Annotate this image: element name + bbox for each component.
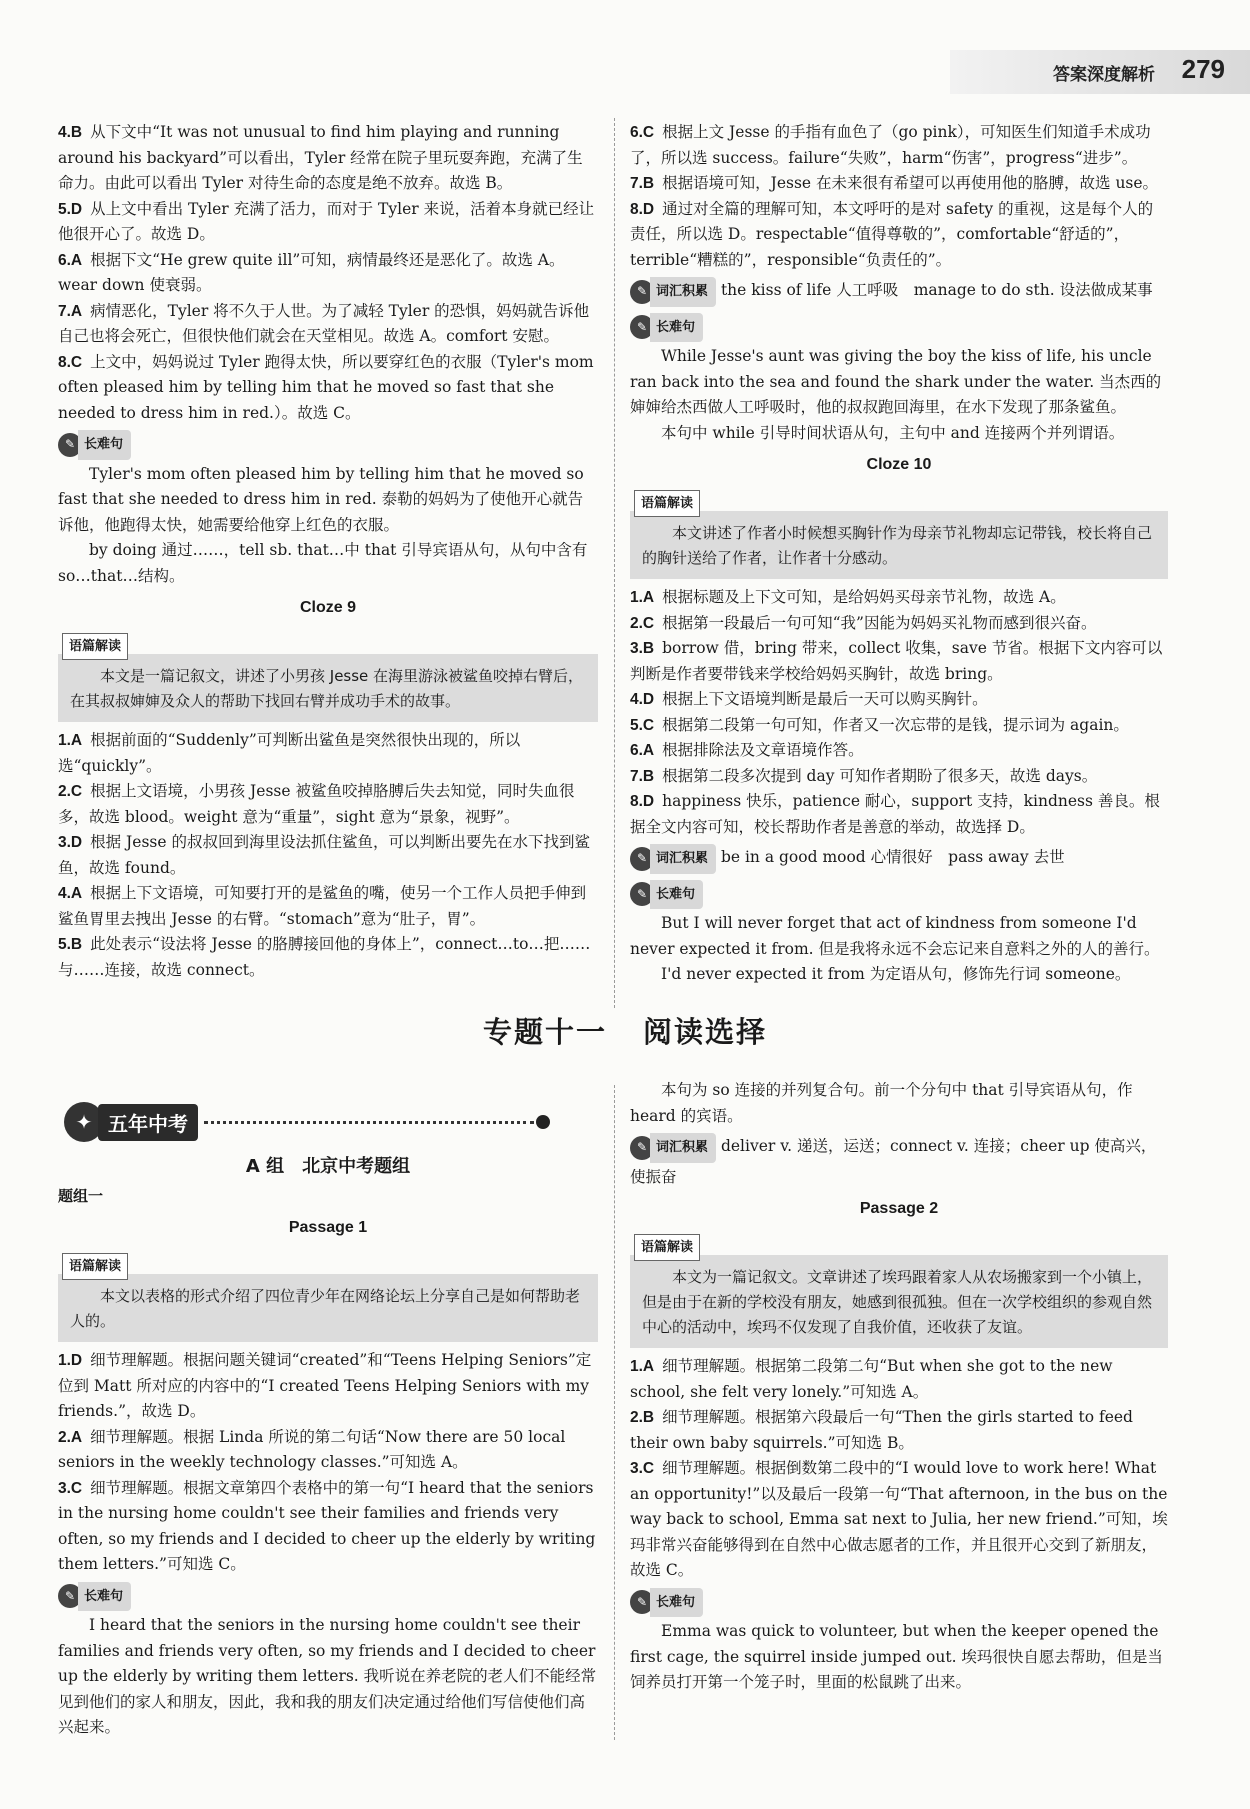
grammar-note: by doing 通过……，tell sb. that…中 that 引导宾语从句，从句中含有 so…that…结构。 [58,541,588,585]
group-title: A 组 北京中考题组 [245,1156,411,1177]
left-column-top [58,120,598,983]
summary-box: 语篇解读 本文是一篇记叙文，讲述了小男孩 Jesse 在海里游泳被鲨鱼咬掉右臂后，在其叔叔婶婶及众人的帮助下找回右臂并成功手术的故事。 [58,627,598,723]
answer-item: 8.C 上文中，妈妈说过 Tyler 跑得太快，所以要穿红色的衣服（Tyler's mom often pleased him by telling him that he moved so fast that she needed to dress him in red.）。故选 C。 [58,352,594,422]
answer-item: 8.D 通过对全篇的理解可知，本文呼吁的是对 safety 的重视，这是每个人的责任，所以选 D。respectable“值得尊敬的”，comfortable“舒适的”，terrible“糟糕的”，responsible“负责任的”。 [630,199,1154,269]
summary-box: 语篇解读 本文以表格的形式介绍了四位青少年在网络论坛上分享自己是如何帮助老人的。 [58,1247,598,1343]
answer-item: 6.C 根据上文 Jesse 的手指有血色了（go pink），可知医生们知道手术成功了，所以选 success。failure“失败”，harm“伤害”，progress“进步”。 [630,123,1151,167]
pen-icon: ✎ [58,433,82,457]
answer-item: 7.B 根据第二段多次提到 day 可知作者期盼了很多天，故选 days。 [630,766,1098,785]
long-sentence: Emma was quick to volunteer, but when the keeper opened the first cage, the squirrel inside jumped out. 埃玛很快自愿去帮助，但是当饲养员打开第一个笼子时，里面的松鼠跳了出来。 [630,1622,1163,1691]
answer-item: 6.A 根据下文“He grew quite ill”可知，病情最终还是恶化了。故选 A。wear down 使衰弱。 [58,250,565,294]
answer-item: 4.D 根据上下文语境判断是最后一天可以购买胸针。 [630,690,988,708]
long-sentence-tag: ✎ 长难句 [58,430,131,460]
answer-item: 4.A 根据上下文语境，可知要打开的是鲨鱼的嘴，使另一个工作人员把手伸到鲨鱼胃里去拽出 Jesse 的右臂。“stomach”意为“肚子，胃”。 [58,884,587,928]
answer-item: 3.C 细节理解题。根据倒数第二段中的“I would love to work here! What an opportunity!”以及最后一段第一句“That afternoon, in the bus on the way back to school, Emma sat next to Julia, her new friend.”可知，埃玛非常兴奋能够得到在自然中心做志愿者的工作，并且很开心交到了新朋友，故选 C。 [630,1459,1168,1579]
answer-item: 4.B 从下文中“It was not unusual to find him playing and running around his backyard”可以看出，Tyler 经常在院子里玩耍奔跑，充满了生命力。由此可以看出 Tyler 对待生命的态度是绝不放弃。故选 B。 [58,123,583,192]
right-column-top [630,120,1168,988]
long-sentence-tag: ✎ 长难句 [630,880,703,910]
answer-item: 7.B 根据语境可知，Jesse 在未来很有希望可以再使用他的胳膊，故选 use。 [630,174,1159,192]
summary-box: 语篇解读 本文讲述了作者小时候想买胸针作为母亲节礼物却忘记带钱，校长将自己的胸针送给了作者，让作者十分感动。 [630,484,1168,580]
answer-item: 1.A 根据前面的“Suddenly”可判断出鲨鱼是突然很快出现的，所以选“quickly”。 [58,731,521,775]
passage-2-title: Passage 2 [859,1200,939,1217]
cloze-10-title: Cloze 10 [866,456,932,473]
page-number: 279 [1181,54,1225,84]
answer-item: 5.D 从上文中看出 Tyler 充满了活力，而对于 Tyler 来说，活着本身就已经让他很开心了。故选 D。 [58,199,595,243]
book-icon: ✎ [630,847,654,871]
pen-icon: ✎ [630,882,654,906]
answer-item: 1.A 细节理解题。根据第二段第二句“But when she got to the new school, she felt very lonely.”可知选 A。 [630,1357,1113,1401]
summary-text: 本文讲述了作者小时候想买胸针作为母亲节礼物却忘记带钱，校长将自己的胸针送给了作者，让作者十分感动。 [630,511,1168,579]
answer-item: 5.C 根据第二段第一句可知，作者又一次忘带的是钱，提示词为 again。 [630,715,1129,734]
subgroup-title: 题组一 [58,1186,104,1205]
answer-item: 2.A 细节理解题。根据 Linda 所说的第二句话“Now there are 50 local seniors in the weekly technology classes.”可知选 A。 [58,1427,566,1471]
answer-item: 3.D 根据 Jesse 的叔叔回到海里设法抓住鲨鱼，可以判断出要先在水下找到鲨鱼，故选 found。 [58,833,590,877]
vocab-line: ✎ 词汇积累 the kiss of life 人工呼吸 manage to do sth. 设法做成某事 [630,273,1168,309]
answer-item: 2.C 根据第一段最后一句可知“我”因能为妈妈买礼物而感到很兴奋。 [630,613,1097,632]
answer-item: 1.A 根据标题及上下文可知，是给妈妈买母亲节礼物，故选 A。 [630,588,1066,606]
deer-mascot-icon: ✦ [64,1102,104,1142]
five-year-banner: ✦ 五年中考 [64,1102,550,1142]
vocab-line: ✎ 词汇积累 be in a good mood 心情很好 pass away 去世 [630,840,1168,876]
grammar-note: 本句为 so 连接的并列复合句。前一个分句中 that 引导宾语从句，作 heard 的宾语。 [630,1081,1133,1125]
answer-item: 5.B 此处表示“设法将 Jesse 的胳膊接回他的身体上”，connect…to…把……与……连接，故选 connect。 [58,935,591,979]
vocab-line: ✎ 词汇积累 deliver v. 递送，运送；connect v. 连接；cheer up 使高兴，使振奋 [630,1129,1168,1190]
answer-item: 7.A 病情恶化，Tyler 将不久于人世。为了减轻 Tyler 的恐惧，妈妈就告诉他自己也将会死亡，但很快他们就会在天堂相见。故选 A。comfort 安慰。 [58,301,590,345]
pen-icon: ✎ [630,1590,654,1614]
answer-item: 2.B 细节理解题。根据第六段最后一句“Then the girls started to feed their own baby squirrels.”可知选 B。 [630,1408,1133,1452]
long-sentence: But I will never forget that act of kindness from someone I'd never expected it from. 但是我将永远不会忘记来自意料之外的人的善行。 [630,914,1160,958]
summary-text: 本文是一篇记叙文，讲述了小男孩 Jesse 在海里游泳被鲨鱼咬掉右臂后，在其叔叔婶婶及众人的帮助下找回右臂并成功手术的故事。 [58,654,598,722]
answer-item: 1.D 细节理解题。根据问题关键词“created”和“Teens Helping Seniors”定位到 Matt 所对应的内容中的“I created Teens Helping Seniors with my friends.”，故选 D。 [58,1351,592,1420]
long-sentence-tag: ✎ 长难句 [58,1582,131,1612]
pen-icon: ✎ [58,1584,82,1608]
long-sentence: Tyler's mom often pleased him by telling him that he moved so fast that she needed to dress him in red. 泰勒的妈妈为了使他开心就告诉他，他跑得太快，她需要给他穿上红色的衣服。 [58,464,584,534]
right-column-bottom [630,1078,1168,1696]
long-sentence: While Jesse's aunt was giving the boy the kiss of life, his uncle ran back into the sea and found the shark under the water. 当杰西的婶婶给杰西做人工呼吸时，他的叔叔跑回海里，在水下发现了那条鲨鱼。 [630,347,1162,416]
answer-item: 6.A 根据排除法及文章语境作答。 [630,741,864,759]
grammar-note: I'd never expected it from 为定语从句，修饰先行词 someone。 [661,965,1131,983]
book-icon: ✎ [630,280,654,304]
column-divider [614,1085,615,1740]
book-icon: ✎ [630,1136,654,1160]
passage-1-title: Passage 1 [288,1219,368,1236]
cloze-9-title: Cloze 9 [299,599,356,616]
header-title: 答案深度解析 [1053,65,1155,85]
pen-icon: ✎ [630,315,654,339]
summary-text: 本文为一篇记叙文。文章讲述了埃玛跟着家人从农场搬家到一个小镇上，但是由于在新的学校没有朋友，她感到很孤独。但在一次学校组织的参观自然中心的活动中，埃玛不仅发现了自我价值，还收获了友谊。 [630,1255,1168,1348]
grammar-note: 本句中 while 引导时间状语从句，主句中 and 连接两个并列谓语。 [661,423,1125,442]
long-sentence-tag: ✎ 长难句 [630,1588,703,1618]
left-column-bottom [58,1150,598,1741]
column-divider [614,118,615,1008]
section-title: 专题十一 阅读选择 [482,1015,768,1049]
summary-text: 本文以表格的形式介绍了四位青少年在网络论坛上分享自己是如何帮助老人的。 [58,1274,598,1342]
answer-item: 3.B borrow 借，bring 带来，collect 收集，save 节省。根据下文内容可以判断是作者要带钱来学校给妈妈买胸针，故选 bring。 [630,639,1163,683]
answer-item: 3.C 细节理解题。根据文章第四个表格中的第一句“I heard that the seniors in the nursing home couldn't see their families and friends very often, so my friends and I decided to cheer up the elderly by writing them letters.”可知选 C。 [58,1478,596,1573]
long-sentence: I heard that the seniors in the nursing home couldn't see their families and friends very often, so my friends and I decided to cheer up the elderly by writing them letters. 我听说在养老院的老人们不能经常见到他们的家人和朋友，因此，我和我的朋友们决定通过给他们写信使他们高兴起来。 [58,1616,597,1736]
summary-box: 语篇解读 本文为一篇记叙文。文章讲述了埃玛跟着家人从农场搬家到一个小镇上，但是由于在新的学校没有朋友，她感到很孤独。但在一次学校组织的参观自然中心的活动中，埃玛不仅发现了自我价值，还收获了友谊。 [630,1228,1168,1349]
answer-item: 8.D happiness 快乐，patience 耐心，support 支持，kindness 善良。根据全文内容可知，校长帮助作者是善意的举动，故选择 D。 [630,792,1160,836]
answer-item: 2.C 根据上文语境，小男孩 Jesse 被鲨鱼咬掉胳膊后失去知觉，同时失血很多，故选 blood。weight 意为“重量”，sight 意为“景象，视野”。 [58,782,575,826]
long-sentence-tag: ✎ 长难句 [630,313,703,343]
